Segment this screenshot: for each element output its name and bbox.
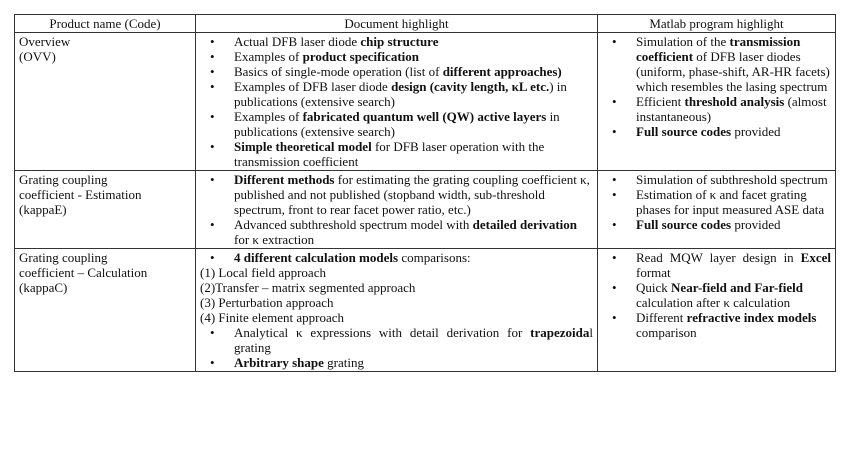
list-item: • Examples of fabricated quantum well (QW) active layers in publications (extensive search) [200, 109, 593, 139]
product-name: Overview [19, 34, 71, 49]
product-name-cell [15, 33, 196, 171]
header-row [15, 15, 836, 33]
product-table [14, 14, 836, 372]
product-name-cont: coefficient - Estimation [19, 187, 142, 202]
matlab-highlight-cell [598, 249, 836, 372]
model-item: (2)Transfer – matrix segmented approach [200, 280, 416, 295]
document-highlight-cell [196, 171, 598, 249]
list-item: • Full source codes provided [602, 217, 831, 232]
header-document-highlight: Document highlight [196, 15, 598, 33]
product-name-cont: coefficient – Calculation [19, 265, 148, 280]
list-item: • Different methods for estimating the grating coupling coefficient κ, published and not published (stopband width, sub-threshold spectrum, front to rear facet power ratio, etc.) [200, 172, 593, 217]
list-item: • Simulation of subthreshold spectrum [602, 172, 831, 187]
product-name: Grating coupling [19, 250, 108, 265]
product-code: (kappaE) [19, 202, 67, 217]
list-item: • Read MQW layer design in Excel format [602, 250, 831, 280]
list-item: • Different refractive index models comparison [602, 310, 831, 340]
list-item: • Full source codes provided [602, 124, 831, 139]
list-item: • Actual DFB laser diode chip structure [200, 34, 593, 49]
list-item: • Analytical κ expressions with detail derivation for trapezoidal grating [200, 325, 593, 355]
header-product-name: Product name (Code) [15, 15, 196, 33]
list-item: • Examples of DFB laser diode design (cavity length, κL etc.) in publications (extensive search) [200, 79, 593, 109]
model-item: (1) Local field approach [200, 265, 326, 280]
list-item: • Quick Near-field and Far-field calculation after κ calculation [602, 280, 831, 310]
product-name-cell [15, 171, 196, 249]
list-item: • Simple theoretical model for DFB laser operation with the transmission coefficient [200, 139, 593, 169]
list-item: • Examples of product specification [200, 49, 593, 64]
matlab-highlight-cell [598, 33, 836, 171]
table-row [15, 33, 836, 171]
list-item: • Efficient threshold analysis (almost instantaneous) [602, 94, 831, 124]
header-matlab-highlight: Matlab program highlight [598, 15, 836, 33]
table-row [15, 249, 836, 372]
product-name: Grating coupling [19, 172, 108, 187]
document-highlight-cell [196, 249, 598, 372]
product-name-cell [15, 249, 196, 372]
product-code: (kappaC) [19, 280, 68, 295]
list-item: • Estimation of κ and facet grating phases for input measured ASE data [602, 187, 831, 217]
model-item: (3) Perturbation approach [200, 295, 334, 310]
table-row [15, 171, 836, 249]
list-item: • 4 different calculation models comparisons: [200, 250, 593, 265]
product-code: (OVV) [19, 49, 56, 64]
matlab-highlight-cell [598, 171, 836, 249]
model-item: (4) Finite element approach [200, 310, 345, 325]
list-item: • Arbitrary shape grating [200, 355, 593, 370]
list-item: • Basics of single-mode operation (list of different approaches) [200, 64, 593, 79]
list-item: • Simulation of the transmission coefficient of DFB laser diodes (uniform, phase-shift, AR-HR facets) which resembles the lasing spectrum [602, 34, 831, 94]
document-highlight-cell [196, 33, 598, 171]
list-item: • Advanced subthreshold spectrum model with detailed derivation for κ extraction [200, 217, 593, 247]
